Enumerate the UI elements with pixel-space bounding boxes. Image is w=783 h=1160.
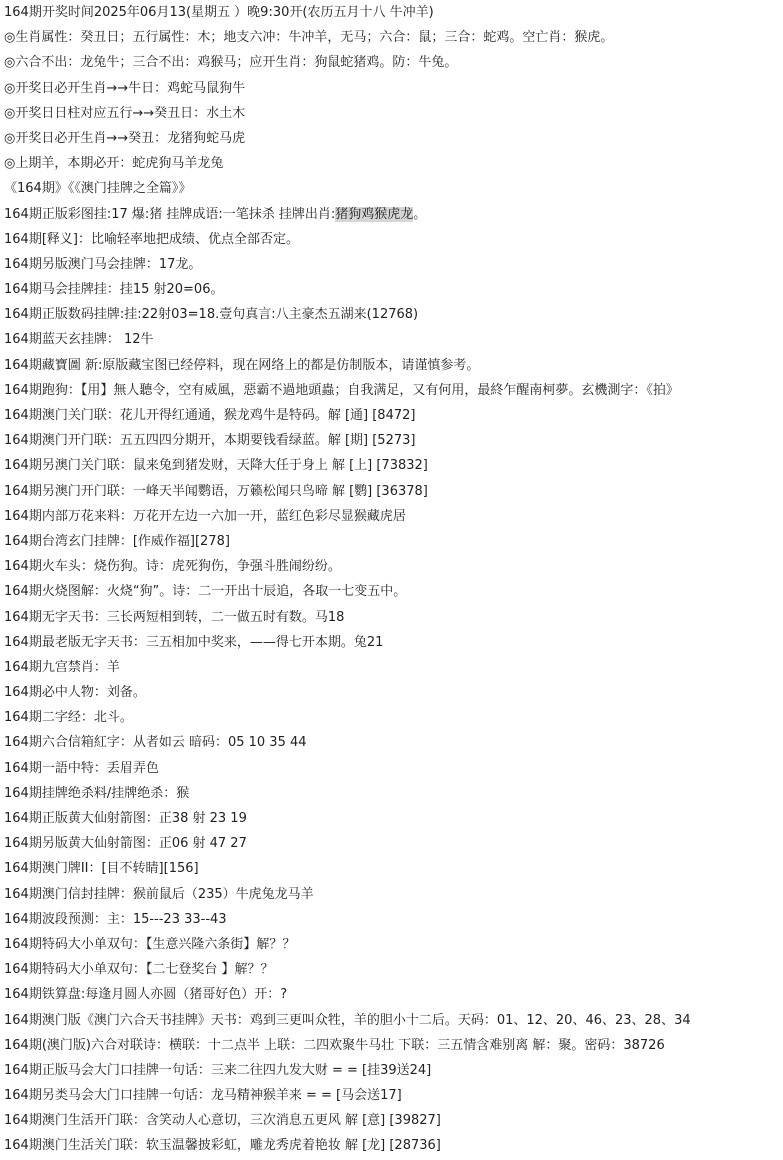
- text-line: [4, 25, 783, 50]
- line-text: 164期铁算盘:每逢月圆人亦圆（猪哥好色）开：?: [4, 987, 288, 1003]
- line-text: 164期澳门版《澳门六合天书挂牌》天书：鸡到三更叫众牲，羊的胆小十二后。天码：01、12、20、46、23、28、34: [4, 1012, 691, 1028]
- line-text: 164期另版澳门马会挂牌：17龙。: [4, 256, 202, 272]
- text-line: [4, 277, 783, 302]
- text-line: [4, 1108, 783, 1133]
- line-text: 164期必中人物：刘备。: [4, 685, 146, 701]
- text-line: [4, 504, 783, 529]
- line-text: 164期特码大小单双句：【生意兴隆六条街】解？？: [4, 936, 296, 952]
- text-line: [4, 680, 783, 705]
- line-text: 164期(澳门版)六合对联诗：横联：十二点半 上联：二四欢聚牛马壮 下联：三五情含难别离 解：聚。密码：38726: [4, 1037, 665, 1053]
- line-text: 164期火烧图解：火烧“狗”。诗：二一开出十辰追，各取一七变五中。: [4, 584, 407, 600]
- line-text: 164期正版数码挂牌:挂:22射03=18.壹句真言:八主豪杰五湖来(12768): [4, 307, 419, 323]
- text-line: [4, 705, 783, 730]
- line-text: 164期马会挂牌挂：挂15 射20=06。: [4, 282, 224, 298]
- text-line: [4, 353, 783, 378]
- text-line: [4, 529, 783, 554]
- line-text: 164期澳门信封挂牌：猴前鼠后（235）牛虎兔龙马羊: [4, 886, 314, 902]
- text-line: [4, 831, 783, 856]
- text-line: [4, 554, 783, 579]
- text-line: [4, 403, 783, 428]
- text-line: [4, 0, 783, 25]
- selected-text-highlight: 猪狗鸡猴虎龙: [335, 206, 414, 222]
- text-line: [4, 655, 783, 680]
- line-text: 164期跑狗：【用】無人聽令，空有威風，惡霸不過地頭蟲；自我满足，又有何用，最終乍醒南柯夢。玄機測字：《拍》: [4, 382, 679, 398]
- line-text: 164期澳门开门联：五五四四分期开，本期要钱看绿蓝。解 [期] [5273]: [4, 433, 416, 449]
- text-line: [4, 1008, 783, 1033]
- line-text: 164期正版马会大门口挂牌一句话：三来二往四九发大财 = = [挂39送24]: [4, 1062, 432, 1078]
- line-text: ◎开奖日必开生肖→→牛日：鸡蛇马鼠狗牛: [4, 80, 246, 96]
- text-line: [4, 126, 783, 151]
- line-text: 164期另澳门开门联：一峰天半闻鹦语，万籁松闻只鸟啼 解 [鹦] [36378]: [4, 483, 428, 499]
- line-text: 164期澳门生活开门联：含笑动人心意切，三次消息五更风 解 [意] [39827]: [4, 1113, 441, 1129]
- text-line: [4, 302, 783, 327]
- line-text: ◎六合不出：龙兔牛；三合不出：鸡猴马；应开生肖：狗鼠蛇猪鸡。防：牛兔。: [4, 55, 458, 71]
- line-text: 164期六合信箱紅字：从者如云 暗码：05 10 35 44: [4, 735, 307, 751]
- text-line: [4, 856, 783, 881]
- line-text: 164期另版黄大仙射箭图：正06 射 47 27: [4, 836, 247, 852]
- text-line: [4, 932, 783, 957]
- text-line: [4, 176, 783, 201]
- text-line: [4, 453, 783, 478]
- line-text: 《164期》《《澳门挂牌之全篇》》: [4, 181, 192, 197]
- line-text: 164期正版黄大仙射箭图：正38 射 23 19: [4, 811, 247, 826]
- line-text-tail: 。: [413, 206, 427, 222]
- line-text: 164期九宫禁肖：羊: [4, 659, 120, 675]
- line-text: 164期正版彩图挂:17 爆:猪 挂牌成语:一笔抹杀 挂牌出肖:: [4, 206, 336, 222]
- line-text: 164期澳门关门联：花儿开得红通通，猴龙鸡牛是特码。解 [通] [8472]: [4, 408, 416, 423]
- line-text: 164期[释义]：比喻轻率地把成绩、优点全部否定。: [4, 231, 299, 247]
- text-line: [4, 151, 783, 176]
- line-text: ◎开奖日日柱对应五行→→癸丑日：水土木: [4, 105, 246, 121]
- line-text: 164期特码大小单双句：【二七登奖台 】解？？: [4, 962, 274, 978]
- line-text: 164期澳门牌II：[目不转睛][156]: [4, 861, 199, 877]
- text-line: [4, 730, 783, 755]
- text-line: [4, 630, 783, 655]
- line-text: 164期二字经：北斗。: [4, 710, 133, 726]
- text-line: [4, 907, 783, 932]
- line-text: 164期澳门生活关门联：软玉温馨披彩虹，雕龙秀虎着艳妆 解 [龙] [28736]: [4, 1138, 441, 1154]
- text-line: [4, 1133, 783, 1158]
- text-line: [4, 882, 783, 907]
- text-line: [4, 579, 783, 604]
- text-line: [4, 50, 783, 75]
- text-line: [4, 101, 783, 126]
- text-line: [4, 252, 783, 277]
- text-line: [4, 202, 783, 227]
- line-text: 164期蓝天玄挂牌： 12牛: [4, 332, 154, 348]
- text-line: [4, 378, 783, 403]
- text-line: [4, 227, 783, 252]
- text-line: [4, 479, 783, 504]
- text-line: [4, 1033, 783, 1058]
- text-line: [4, 982, 783, 1007]
- line-text: 164期最老版无字天书：三五相加中奖来，——得七开本期。兔21: [4, 634, 384, 650]
- text-line: [4, 756, 783, 781]
- text-line: [4, 806, 783, 831]
- line-text: 164期挂牌绝杀料/挂牌绝杀：猴: [4, 785, 190, 801]
- line-text: 164期开奖时间2025年06月13(星期五 ）晚9:30开(农历五月十八 牛冲羊): [4, 5, 434, 20]
- line-text: 164期波段预测：主：15---23 33--43: [4, 911, 227, 927]
- line-text: 164期另类马会大门口挂牌一句话：龙马精神猴羊来 = = [马会送17]: [4, 1088, 402, 1104]
- line-text: 164期内部万花来料：万花开左边一六加一开，蓝红色彩尽显猴藏虎居: [4, 508, 406, 524]
- line-text: 164期火车头：烧伤狗。诗：虎死狗伤，争强斗胜闹纷纷。: [4, 559, 341, 575]
- line-text: ◎生肖属性：癸丑日；五行属性：木；地支六冲：牛冲羊，无马；六合：鼠；三合：蛇鸡。空亡肖：猴虎。: [4, 30, 614, 46]
- text-line: [4, 957, 783, 982]
- line-text: 164期另澳门关门联：鼠来兔到猪发财，天降大任于身上 解 [上] [73832]: [4, 458, 428, 474]
- text-line: [4, 428, 783, 453]
- line-text: ◎开奖日必开生肖→→癸丑：龙猪狗蛇马虎: [4, 130, 246, 146]
- line-text: 164期无字天书：三长两短相到转，二一做五时有数。马18: [4, 609, 345, 625]
- text-line: [4, 76, 783, 101]
- text-line: [4, 327, 783, 352]
- text-line: [4, 1058, 783, 1083]
- text-line: [4, 781, 783, 806]
- line-text: 164期台湾玄门挂牌：[作威作福][278]: [4, 533, 230, 549]
- line-text: 164期一語中特：丢眉弄色: [4, 760, 159, 776]
- text-line: [4, 1083, 783, 1108]
- line-text: ◎上期羊，本期必开：蛇虎狗马羊龙兔: [4, 156, 224, 172]
- text-line: [4, 605, 783, 630]
- line-text: 164期藏寶圖 新:原版藏宝图已经停料，现在网络上的都是仿制版本，请谨慎参考。: [4, 357, 480, 373]
